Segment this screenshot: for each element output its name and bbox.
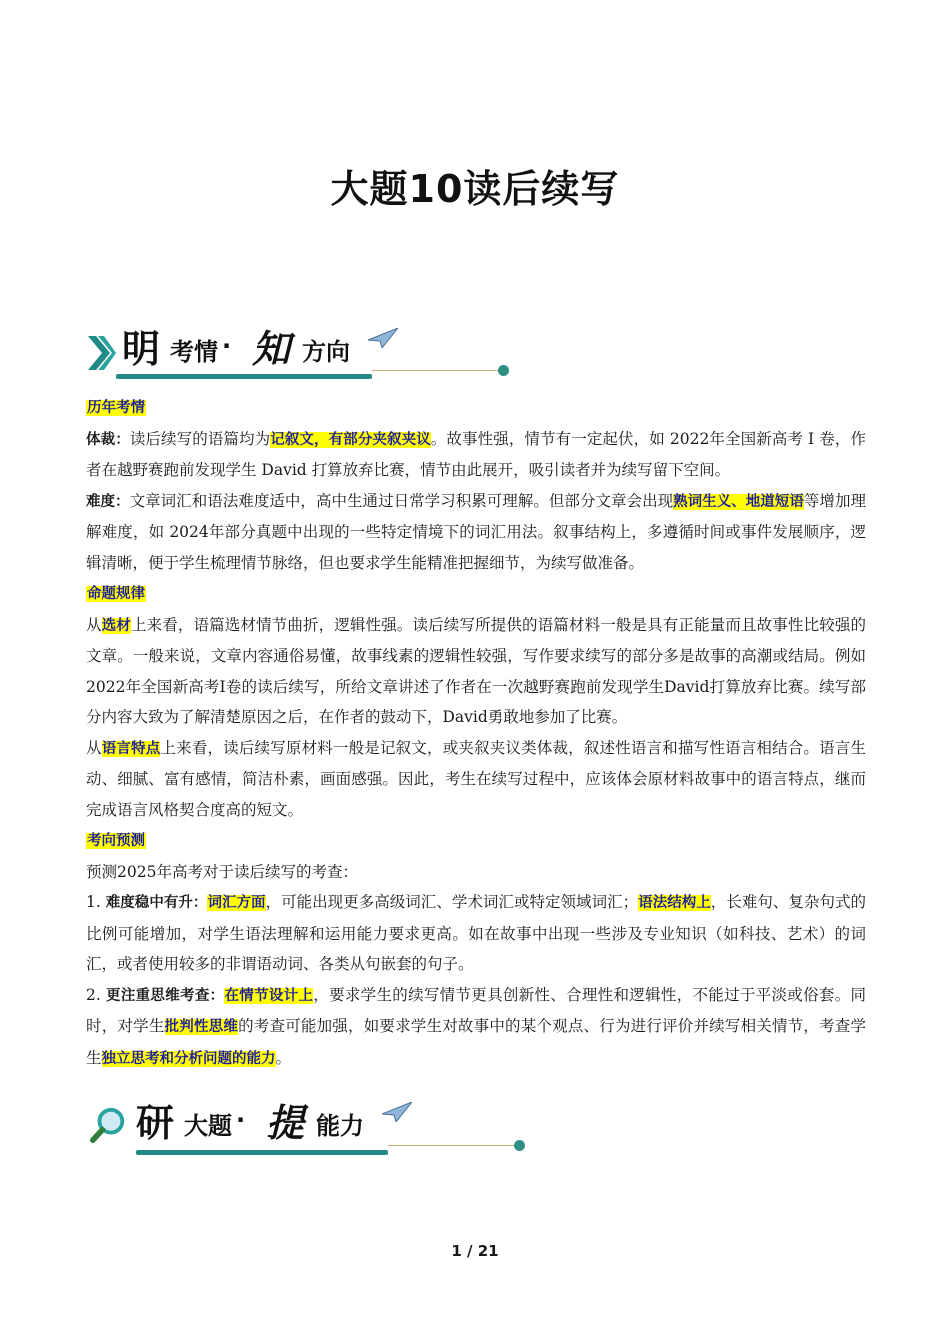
paragraph-difficulty: 难度：文章词汇和语法难度适中，高中生通过日常学习积累可理解。但部分文章会出现熟词生义、地道短语等增加理解难度，如 2024年部分真题中出现的一些特定情境下的词汇用法。叙事结构上，多遵循时间或事件发展顺序，逻辑清晰，便于学生梳理情节脉络，但也要求学生能精准把握细节，为续写做准备。	[86, 491, 866, 572]
banner-end-dot	[514, 1140, 525, 1151]
banner-rule	[388, 1145, 516, 1146]
highlight: 批判性思维	[164, 1019, 239, 1035]
section-heading: 考向预测	[87, 833, 145, 849]
section-banner-exam-trends	[86, 318, 526, 390]
banner-underline	[136, 1150, 388, 1155]
double-chevron-icon	[86, 336, 116, 370]
paper-plane-icon	[368, 328, 398, 348]
banner-char: 明	[122, 327, 161, 371]
highlight: 选材	[101, 617, 131, 634]
paragraph-intro: 预测2025年高考对于读后续写的考查：	[86, 862, 358, 881]
exam-trends-content	[86, 392, 866, 1074]
magnifier-icon	[90, 1106, 128, 1144]
banner-text: 能力	[316, 1112, 364, 1140]
banner-dot: ·	[236, 1106, 246, 1134]
section-heading: 命题规律	[87, 586, 145, 602]
banner-text: 方向	[302, 338, 350, 366]
section-banner-study-questions	[86, 1092, 526, 1164]
list-item: 1. 难度稳中有升：词汇方面，可能出现更多高级词汇、学术词汇或特定领域词汇；语法结构上，长难句、复杂句式的比例可能增加，对学生语法理解和运用能力要求更高。如在故事中出现一些涉及专业知识（如科技、艺术）的词汇，或者使用较多的非谓语动词、各类从句嵌套的句子。	[86, 893, 867, 973]
highlight: 记叙文，有部分夹叙夹议	[270, 431, 431, 448]
paragraph-language: 从语言特点上来看，读后续写原材料一般是记叙文，或夹叙夹议类体裁，叙述性语言和描写性语言相结合。语言生动、细腻、富有感情，简洁朴素，画面感强。因此，考生在续写过程中，应该体会原材料故事中的语言特点，继而完成语言风格契合度高的短文。	[86, 738, 866, 819]
highlight: 词汇方面	[207, 895, 266, 911]
paragraph-genre: 体裁：读后续写的语篇均为记叙文，有部分夹叙夹议。故事性强，情节有一定起伏，如 2022年全国新高考 Ⅰ 卷，作者在越野赛跑前发现学生 David 打算放弃比赛，情节由此展开，吸引读者并为续写留下空间。	[86, 429, 866, 479]
banner-char: 研	[136, 1101, 175, 1145]
highlight: 语言特点	[101, 740, 161, 757]
banner-dot: ·	[222, 332, 232, 360]
section-heading: 历年考情	[87, 400, 145, 416]
highlight: 在情节设计上	[224, 987, 314, 1004]
banner-rule	[372, 370, 498, 371]
banner-underline	[116, 374, 372, 379]
banner-end-dot	[498, 365, 509, 376]
list-item: 2. 更注重思维考查：在情节设计上，要求学生的续写情节更具创新性、合理性和逻辑性，不能过于平淡或俗套。同时，对学生批判性思维的考查可能加强，如要求学生对故事中的某个观点、行为进行评价并续写相关情节，考查学生独立思考和分析问题的能力。	[86, 985, 867, 1067]
highlight: 熟词生义、地道短语	[673, 493, 804, 510]
banner-char: 提	[266, 1101, 305, 1145]
banner-char: 知	[252, 327, 291, 371]
highlight: 语法结构上	[638, 895, 711, 911]
banner-text: 大题	[184, 1112, 232, 1140]
paragraph-material: 从选材上来看，语篇选材情节曲折，逻辑性强。读后续写所提供的语篇材料一般是具有正能量而且故事性比较强的文章。一般来说，文章内容通俗易懂，故事线素的逻辑性较强，写作要求续写的部分多是故事的高潮或结局。例如2022年全国新高考I卷的读后续写，所给文章讲述了作者在一次越野赛跑前发现学生David打算放弃比赛。续写部分内容大致为了解清楚原因之后，在作者的鼓动下，David勇敢地参加了比赛。	[86, 615, 866, 726]
paper-plane-icon	[382, 1102, 412, 1122]
highlight: 独立思考和分析问题的能力	[101, 1050, 276, 1067]
page-number: 1 / 21	[451, 1242, 499, 1260]
banner-text: 考情	[170, 338, 218, 366]
page-title: 大题10读后续写	[330, 167, 620, 211]
